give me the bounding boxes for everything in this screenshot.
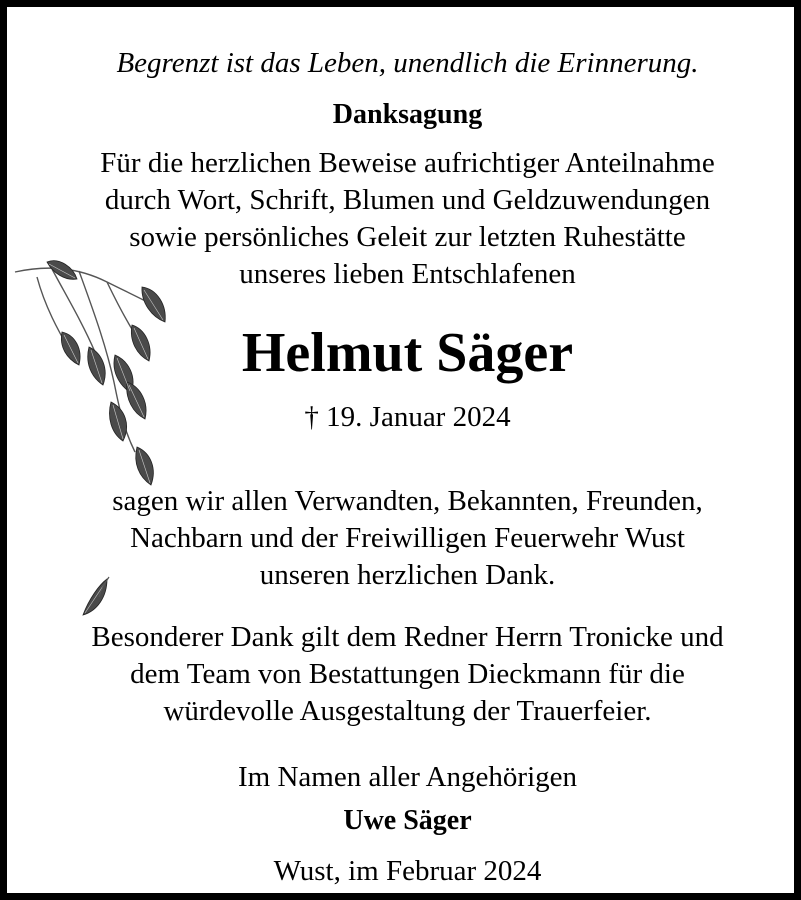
place-date: Wust, im Februar 2024 — [273, 855, 542, 887]
intro-line: Für die herzlichen Beweise aufrichtiger Anteilnahme — [100, 147, 715, 179]
death-date: † 19. Januar 2024 — [304, 401, 511, 433]
deceased-name: Helmut Säger — [241, 322, 574, 384]
thanks-line: unseren herzlichen Dank. — [259, 559, 556, 591]
intro-line: durch Wort, Schrift, Blumen und Geldzuwendungen — [104, 184, 711, 216]
signer-name: Uwe Säger — [343, 805, 472, 836]
thanks-line: Nachbarn und der Freiwilligen Feuerwehr Wust — [130, 522, 685, 554]
intro-line: unseres lieben Entschlafenen — [239, 258, 576, 290]
special-thanks-line: dem Team von Bestattungen Dieckmann für die — [130, 658, 685, 690]
thanks-line: sagen wir allen Verwandten, Bekannten, Freunden, — [112, 485, 703, 517]
motto: Begrenzt ist das Leben, unendlich die Erinnerung. — [116, 47, 699, 79]
on-behalf: Im Namen aller Angehörigen — [237, 761, 578, 793]
special-thanks-line: würdevolle Ausgestaltung der Trauerfeier. — [163, 695, 652, 727]
intro-line: sowie persönliches Geleit zur letzten Ruhestätte — [129, 221, 686, 253]
special-thanks-line: Besonderer Dank gilt dem Redner Herrn Tronicke und — [91, 621, 724, 653]
heading: Danksagung — [332, 99, 483, 130]
